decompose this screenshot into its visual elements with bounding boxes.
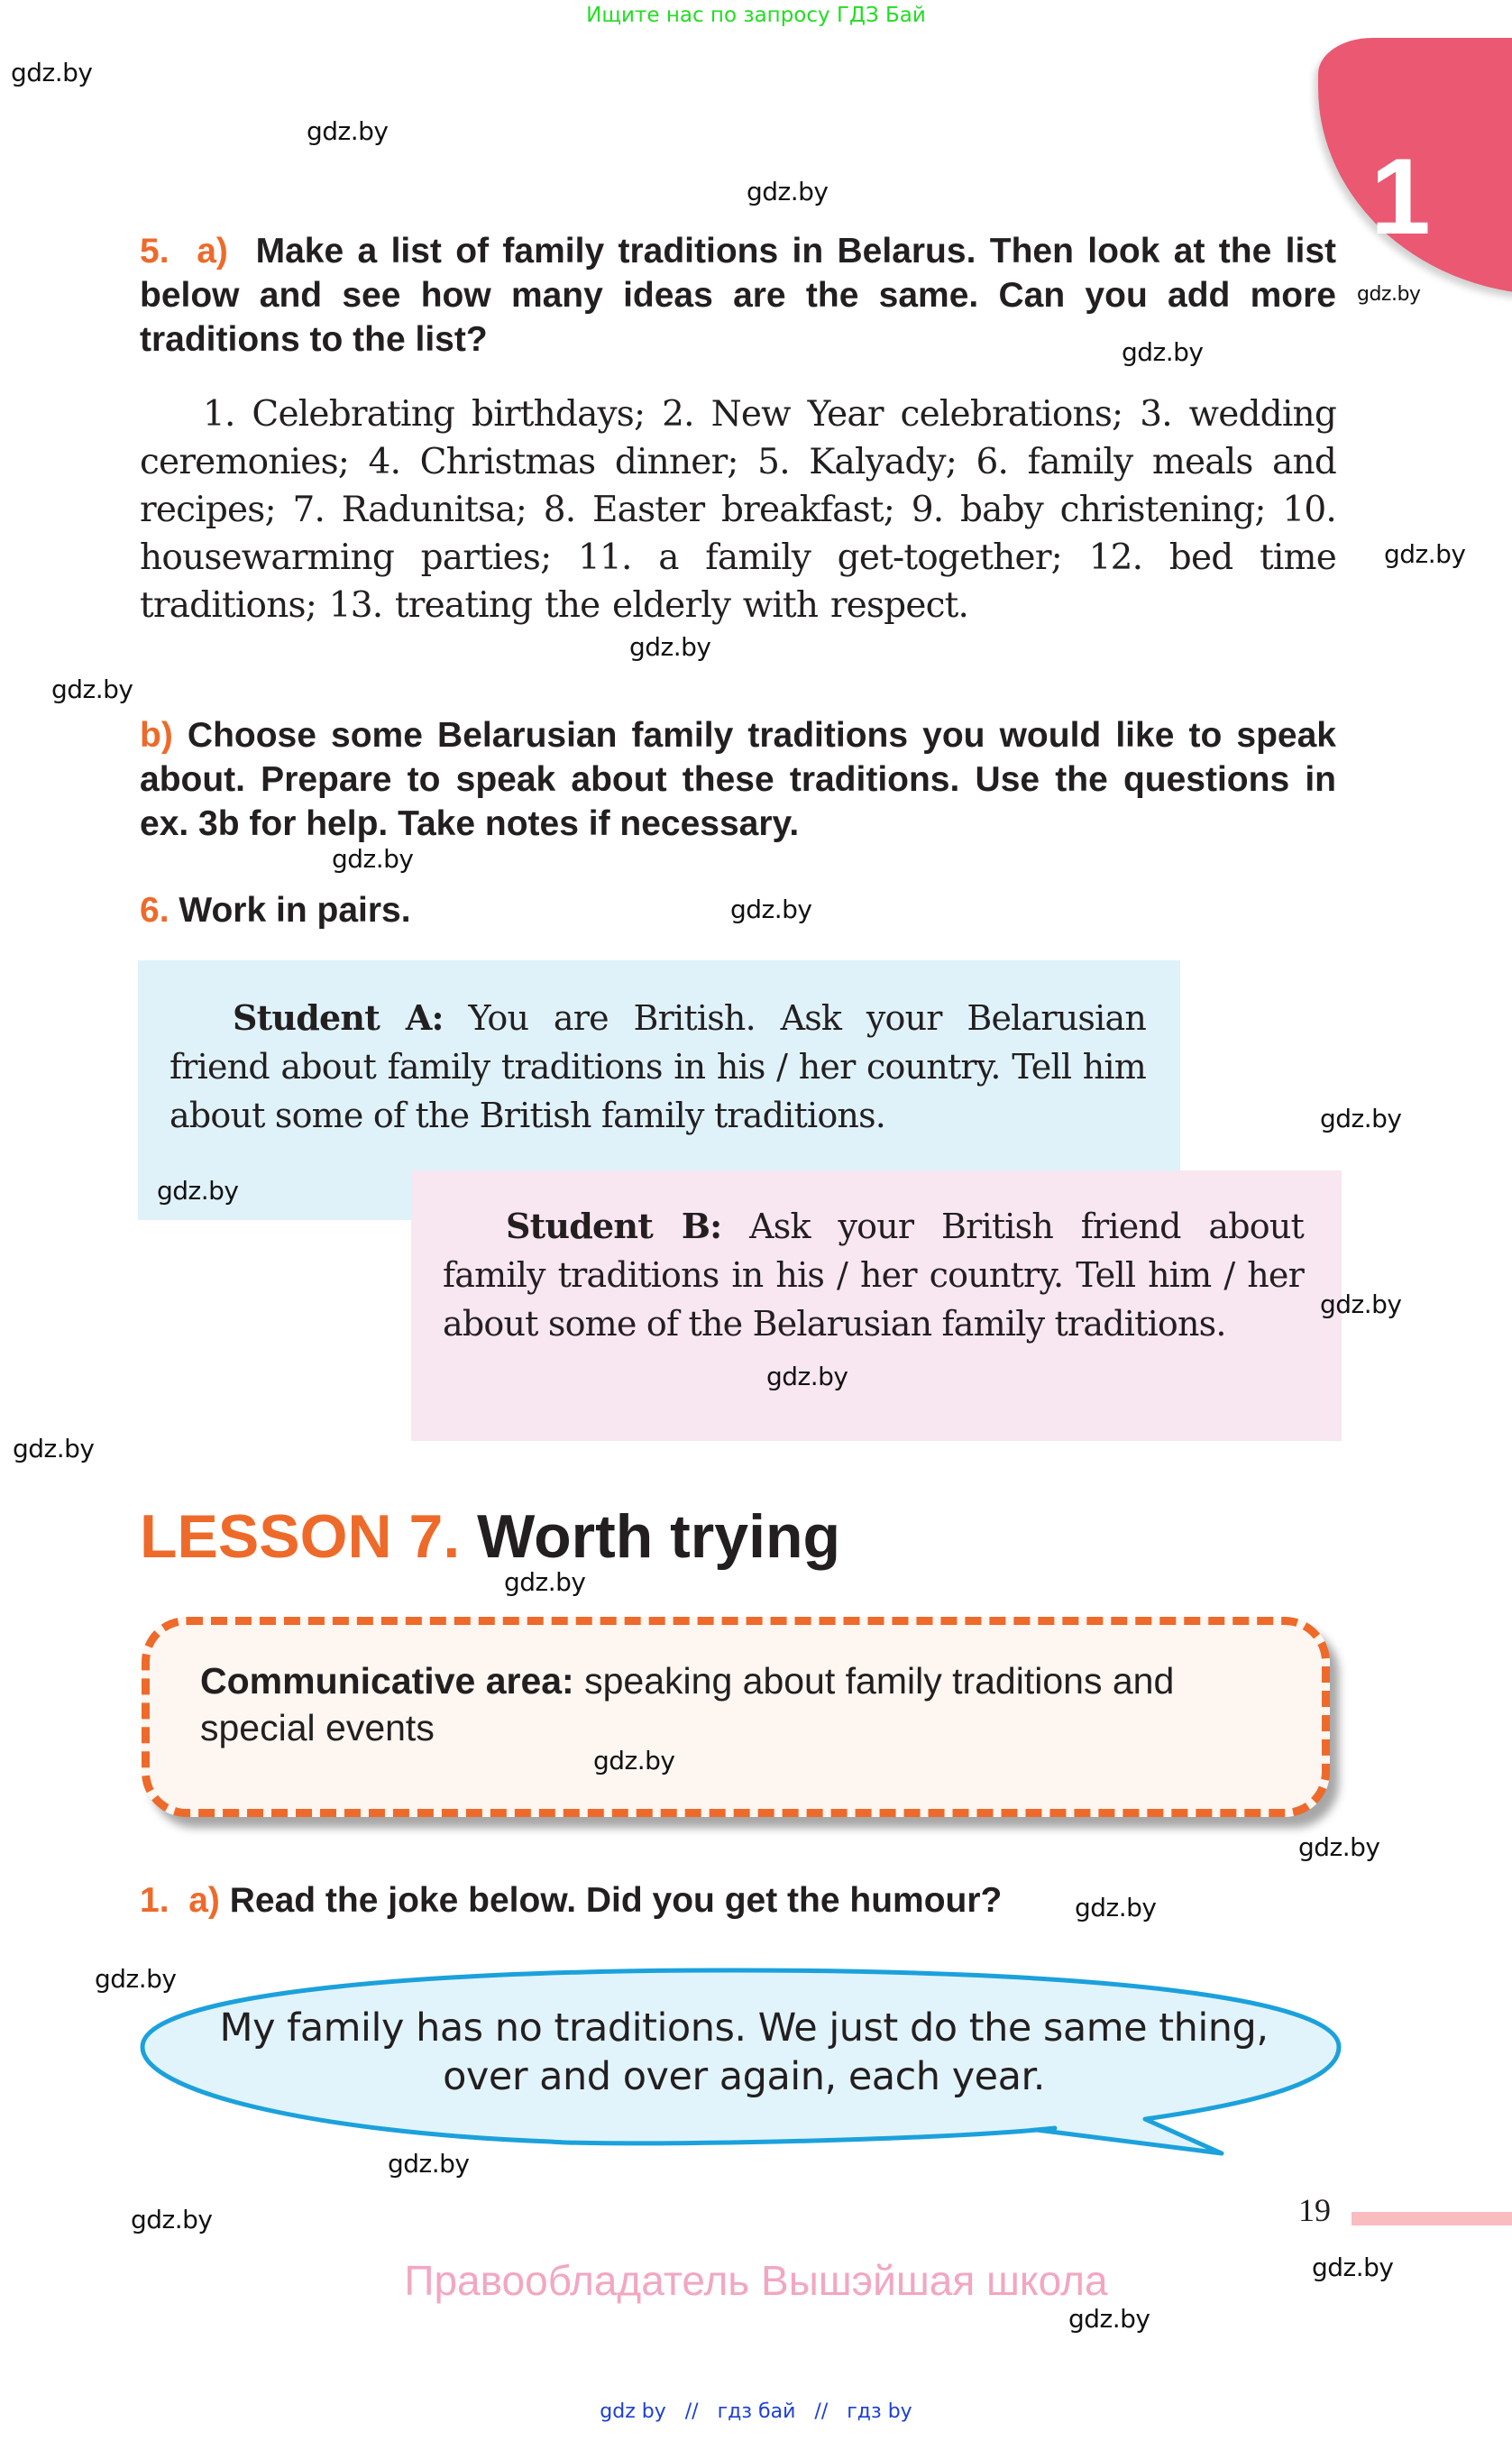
student-a-body: You are British. Ask your Belarusian friend about family traditions in his / her country. Tell him about some of the British family traditions. [170, 998, 1146, 1135]
watermark: gdz.by [307, 116, 389, 146]
exercise-1a-instruction [140, 1878, 1132, 1923]
instruction-text: Make a list of family traditions in Belarus. Then look at the list below and see how many ideas are the same. Can you add more traditions to the list? [140, 232, 1337, 359]
exercise-number: 6. [140, 891, 170, 930]
footer-separator: // [684, 2400, 699, 2423]
exercise-number: 1. [140, 1881, 170, 1920]
footer-link-gdz-bai[interactable]: гдз бай [717, 2400, 796, 2423]
exercise-number: 5. [140, 232, 170, 271]
watermark: gdz.by [1068, 2304, 1150, 2334]
watermark: gdz.by [1122, 337, 1204, 367]
communicative-area-body: speaking about family traditions and special events [200, 1660, 1175, 1748]
watermark: gdz.by [504, 1567, 586, 1597]
watermark: gdz.by [95, 1964, 177, 1994]
student-b-text [443, 1202, 1304, 1348]
exercise-part-label: a) [188, 1881, 220, 1920]
footer-links [0, 2400, 1512, 2423]
watermark: gdz.by [1357, 283, 1421, 306]
watermark: gdz.by [11, 58, 93, 87]
student-b-label: Student B: [506, 1206, 722, 1246]
instruction-text: Read the joke below. Did you get the humour? [229, 1881, 1003, 1920]
footer-separator: // [814, 2400, 829, 2423]
watermark: gdz.by [766, 1362, 848, 1391]
joke-line-2: over and over again, each year. [443, 2054, 1045, 2099]
watermark: gdz.by [1320, 1104, 1402, 1133]
watermark: gdz.by [730, 895, 812, 924]
lesson-title [140, 1500, 840, 1573]
page-number-bar [1352, 2212, 1512, 2225]
joke-line-1: My family has no traditions. We just do the same thing, [219, 2005, 1269, 2051]
joke-text [180, 2004, 1307, 2101]
exercise-5b-instruction [140, 713, 1336, 846]
watermark: gdz.by [1075, 1893, 1157, 1923]
exercise-part-label: b) [140, 716, 173, 755]
page-number: 19 [1298, 2192, 1331, 2228]
traditions-list [140, 390, 1336, 629]
lesson-name: Worth trying [477, 1502, 841, 1571]
watermark: gdz.by [1320, 1289, 1402, 1319]
communicative-area-text [200, 1657, 1282, 1751]
watermark: gdz.by [388, 2149, 470, 2179]
watermark: gdz.by [593, 1746, 675, 1776]
student-a-label: Student A: [233, 997, 444, 1038]
watermark: gdz.by [629, 632, 711, 662]
footer-link-gdz-by[interactable]: gdz by [600, 2400, 666, 2423]
watermark: gdz.by [332, 844, 414, 874]
watermark: gdz.by [1298, 1832, 1380, 1862]
traditions-list-text: 1. Celebrating birthdays; 2. New Year celebrations; 3. wedding ceremonies; 4. Christmas dinner; 5. Kalyady; 6. family meals and recipes; 7. Radunitsa; 8. Easter breakfast; 9. baby christening; 10. housewarming parties; 11. a family get-together; 12. bed time traditions; 13. treating the elderly with respect. [140, 394, 1336, 626]
student-b-body: Ask your British friend about family traditions in his / her country. Tell him / her about some of the Belarusian family traditions. [443, 1207, 1304, 1344]
communicative-area-label: Communicative area: [200, 1660, 574, 1702]
watermark: gdz.by [131, 2205, 213, 2235]
watermark: gdz.by [747, 177, 829, 206]
copyright-notice: Правообладатель Вышэйшая школа [404, 2257, 1108, 2304]
instruction-text: Work in pairs. [179, 891, 411, 930]
watermark: gdz.by [1384, 539, 1466, 569]
exercise-part-label: a) [197, 232, 228, 271]
lesson-number: LESSON 7. [140, 1502, 461, 1571]
footer-link-gdz-by-cyr[interactable]: гдз by [847, 2400, 912, 2423]
student-a-text [170, 994, 1146, 1140]
search-banner: Ищите нас по запросу ГДЗ Бай [586, 4, 926, 27]
instruction-text: Choose some Belarusian family traditions you would like to speak about. Prepare to speak about these traditions. Use the questions in ex. 3b for help. Take notes if necessary. [140, 716, 1336, 843]
watermark: gdz.by [157, 1176, 239, 1206]
unit-number: 1 [1370, 136, 1431, 257]
watermark: gdz.by [1312, 2253, 1394, 2282]
watermark: gdz.by [51, 674, 133, 704]
watermark: gdz.by [13, 1434, 95, 1464]
